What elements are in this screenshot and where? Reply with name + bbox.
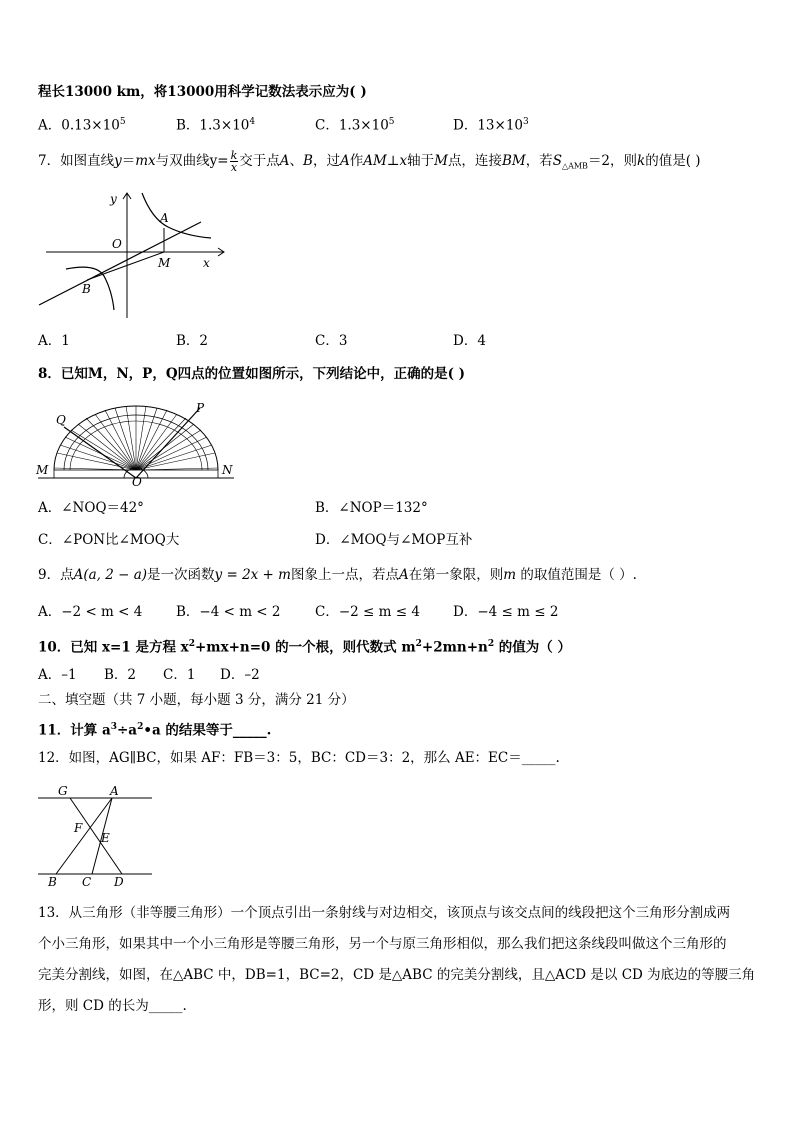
q12-figure	[36, 782, 156, 890]
q9-option-b[interactable]: B．−4 < m < 2	[176, 604, 281, 620]
label-o: O	[132, 475, 142, 489]
hyperbola-branch-1	[142, 193, 211, 238]
q8-option-c[interactable]: C．∠PON比∠MOQ大	[38, 532, 180, 548]
q11-stem: 11．计算 $a^3\div a^2•a$ 的结果等于_____.	[38, 722, 272, 739]
q6-option-b[interactable]: B．$1.3\times 10^4$	[176, 117, 256, 134]
q7-fraction: $\frac{k}{x}$	[230, 149, 238, 174]
q8-protractor-figure	[36, 400, 236, 489]
label-d: D	[114, 875, 124, 889]
q13-line-4: 形，则 CD 的长为_____.	[38, 998, 187, 1014]
label-o: O	[112, 237, 122, 251]
q10-stem: 10．已知 x=1 是方程 $x^2+mx+n=0$ 的一个根，则代数式 $m^2+2mn+n^2$ 的值为（ ）	[38, 639, 572, 656]
q6-stem: 程长13000 km，将13000用科学记数法表示应为( )	[38, 84, 367, 100]
q13-line-2: 个小三角形，如果其中一个小三角形是等腰三角形，另一个与原三角形相似，那么我们把这条线段叫做这个三角形的	[38, 936, 727, 952]
q10-option-b[interactable]: B．2	[104, 667, 137, 683]
label-c: C	[82, 875, 92, 889]
label-g: G	[58, 784, 68, 798]
label-p: P	[196, 401, 205, 415]
q9-stem: 9．点A(a, 2 − a)是一次函数y = 2x + m图象上一点，若点A在第一象限，则m 的取值范围是（ ）.	[38, 567, 637, 583]
q7-option-d[interactable]: D．4	[453, 333, 486, 349]
ray-op	[136, 408, 200, 478]
q9-option-c[interactable]: C．−2 ≤ m ≤ 4	[315, 604, 420, 620]
label-a: A	[160, 211, 169, 225]
q13-line-3: 完美分割线，如图，在△ABC 中，DB=1，BC=2，CD 是△ABC 的完美分割线，且△ACD 是以 CD 为底边的等腰三角	[38, 967, 756, 983]
q9-option-d[interactable]: D．−4 ≤ m ≤ 2	[453, 604, 559, 620]
q7-option-c[interactable]: C．3	[315, 333, 348, 349]
q8-stem: 8．已知M，N，P，Q四点的位置如图所示，下列结论中，正确的是( )	[38, 366, 466, 382]
segment-bm	[87, 252, 164, 280]
label-b: B	[82, 282, 91, 296]
q6-option-a[interactable]: A．$0.13\times 10^5$	[38, 117, 126, 134]
line-y-mx	[39, 222, 201, 305]
label-m: M	[158, 256, 171, 270]
q8-option-a[interactable]: A．∠NOQ＝42°	[38, 500, 144, 516]
q6-option-c[interactable]: C．$1.3\times 10^5$	[315, 117, 395, 134]
q7-option-a[interactable]: A．1	[38, 333, 70, 349]
label-q: Q	[56, 413, 66, 427]
label-x: x	[203, 256, 210, 270]
label-m: M	[36, 463, 49, 477]
label-b: B	[48, 875, 57, 889]
segment-gd	[70, 798, 122, 874]
q8-option-b[interactable]: B．∠NOP＝132°	[315, 500, 428, 516]
label-f: F	[74, 821, 83, 835]
q10-option-c[interactable]: C．1	[163, 667, 196, 683]
q7-stem: 7．如图直线y＝mx与双曲线y= $\frac{k}{x}$ 交于点A、B，过A作AM⊥x轴于M点，连接BM，若$S_{\triangle AMB}=2$，则k的值是( )	[38, 149, 701, 174]
q8-option-d[interactable]: D．∠MOQ与∠MOP互补	[315, 532, 473, 548]
q12-stem: 12．如图，AG∥BC，如果 AF：FB＝3：5，BC：CD＝3：2，那么 AE：EC＝_____.	[38, 750, 560, 766]
q9-option-a[interactable]: A．−2 < m < 4	[38, 604, 143, 620]
q6-option-d[interactable]: D．$13\times 10^3$	[453, 117, 529, 134]
q7-figure	[36, 185, 236, 320]
q10-option-a[interactable]: A．–1	[38, 667, 77, 683]
section-heading-fill-blank: 二、填空题（共 7 小题，每小题 3 分，满分 21 分）	[38, 692, 355, 708]
label-n: N	[222, 463, 233, 477]
q7-option-b[interactable]: B．2	[176, 333, 209, 349]
label-a: A	[110, 784, 119, 798]
q13-line-1: 13．从三角形（非等腰三角形）一个顶点引出一条射线与对边相交，该顶点与该交点间的线段把这个三角形分割成两	[38, 905, 731, 921]
label-e: E	[101, 831, 110, 845]
label-y: y	[110, 192, 117, 206]
q10-option-d[interactable]: D．–2	[220, 667, 260, 683]
